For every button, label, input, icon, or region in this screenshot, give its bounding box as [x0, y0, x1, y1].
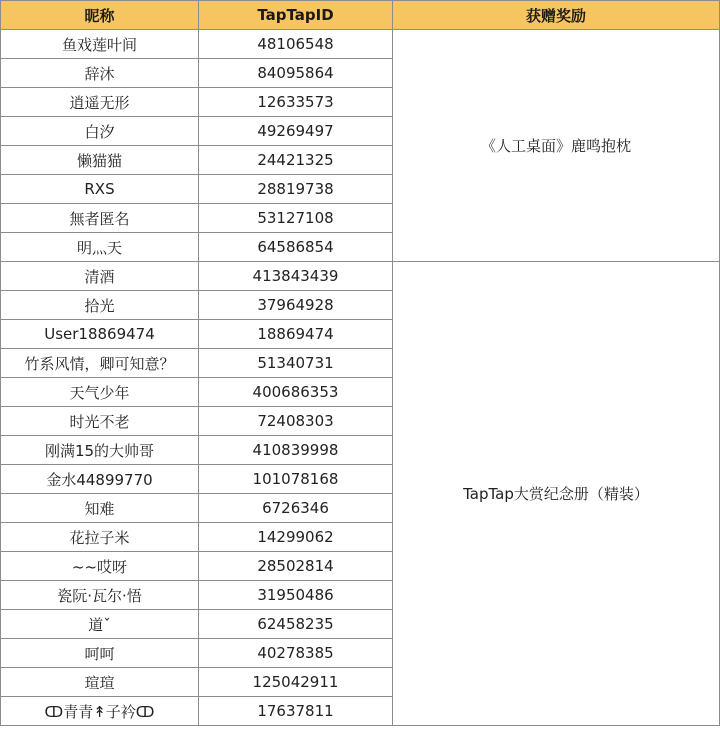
nickname-cell: 知难 — [1, 494, 199, 523]
id-cell: 125042911 — [199, 668, 393, 697]
nickname-cell: RXS — [1, 175, 199, 204]
id-cell: 17637811 — [199, 697, 393, 726]
nickname-cell: 花拉子米 — [1, 523, 199, 552]
nickname-cell: 瑄瑄 — [1, 668, 199, 697]
nickname-cell: 辞沐 — [1, 59, 199, 88]
id-cell: 24421325 — [199, 146, 393, 175]
nickname-cell: 鱼戏莲叶间 — [1, 30, 199, 59]
id-cell: 72408303 — [199, 407, 393, 436]
header-row — [1, 1, 720, 30]
nickname-cell: 刚满15的大帅哥 — [1, 436, 199, 465]
nickname-cell: 天气少年 — [1, 378, 199, 407]
header-prize: 获赠奖励 — [393, 1, 720, 30]
nickname-cell: 呵呵 — [1, 639, 199, 668]
header-taptap-id: TapTapID — [199, 1, 393, 30]
id-cell: 40278385 — [199, 639, 393, 668]
header-nickname: 昵称 — [1, 1, 199, 30]
id-cell: 413843439 — [199, 262, 393, 291]
id-cell: 49269497 — [199, 117, 393, 146]
nickname-cell: 無者匿名 — [1, 204, 199, 233]
prize-cell-yearbook: TapTap大赏纪念册（精装） — [393, 262, 720, 726]
prize-cell-pillow: 《人工桌面》鹿鸣抱枕 — [393, 30, 720, 262]
nickname-cell: ↀ青青↟子衿ↀ — [1, 697, 199, 726]
id-cell: 6726346 — [199, 494, 393, 523]
id-cell: 31950486 — [199, 581, 393, 610]
nickname-cell: 瓷阮·瓦尔·悟 — [1, 581, 199, 610]
id-cell: 18869474 — [199, 320, 393, 349]
nickname-cell: 清酒 — [1, 262, 199, 291]
nickname-cell: 明灬天 — [1, 233, 199, 262]
id-cell: 53127108 — [199, 204, 393, 233]
nickname-cell: ~~哎呀 — [1, 552, 199, 581]
nickname-cell: 懒猫猫 — [1, 146, 199, 175]
nickname-cell: 拾光 — [1, 291, 199, 320]
id-cell: 101078168 — [199, 465, 393, 494]
id-cell: 14299062 — [199, 523, 393, 552]
nickname-cell: 逍遥无形 — [1, 88, 199, 117]
id-cell: 84095864 — [199, 59, 393, 88]
table-row — [1, 30, 720, 59]
id-cell: 64586854 — [199, 233, 393, 262]
nickname-cell: 竹系风情，卿可知意？ — [1, 349, 199, 378]
id-cell: 28502814 — [199, 552, 393, 581]
id-cell: 37964928 — [199, 291, 393, 320]
nickname-cell: User18869474 — [1, 320, 199, 349]
id-cell: 410839998 — [199, 436, 393, 465]
table-row — [1, 262, 720, 291]
id-cell: 12633573 — [199, 88, 393, 117]
id-cell: 51340731 — [199, 349, 393, 378]
id-cell: 48106548 — [199, 30, 393, 59]
nickname-cell: 时光不老 — [1, 407, 199, 436]
id-cell: 400686353 — [199, 378, 393, 407]
id-cell: 62458235 — [199, 610, 393, 639]
nickname-cell: 金水44899770 — [1, 465, 199, 494]
id-cell: 28819738 — [199, 175, 393, 204]
nickname-cell: 道ˇ — [1, 610, 199, 639]
nickname-cell: 白汐 — [1, 117, 199, 146]
